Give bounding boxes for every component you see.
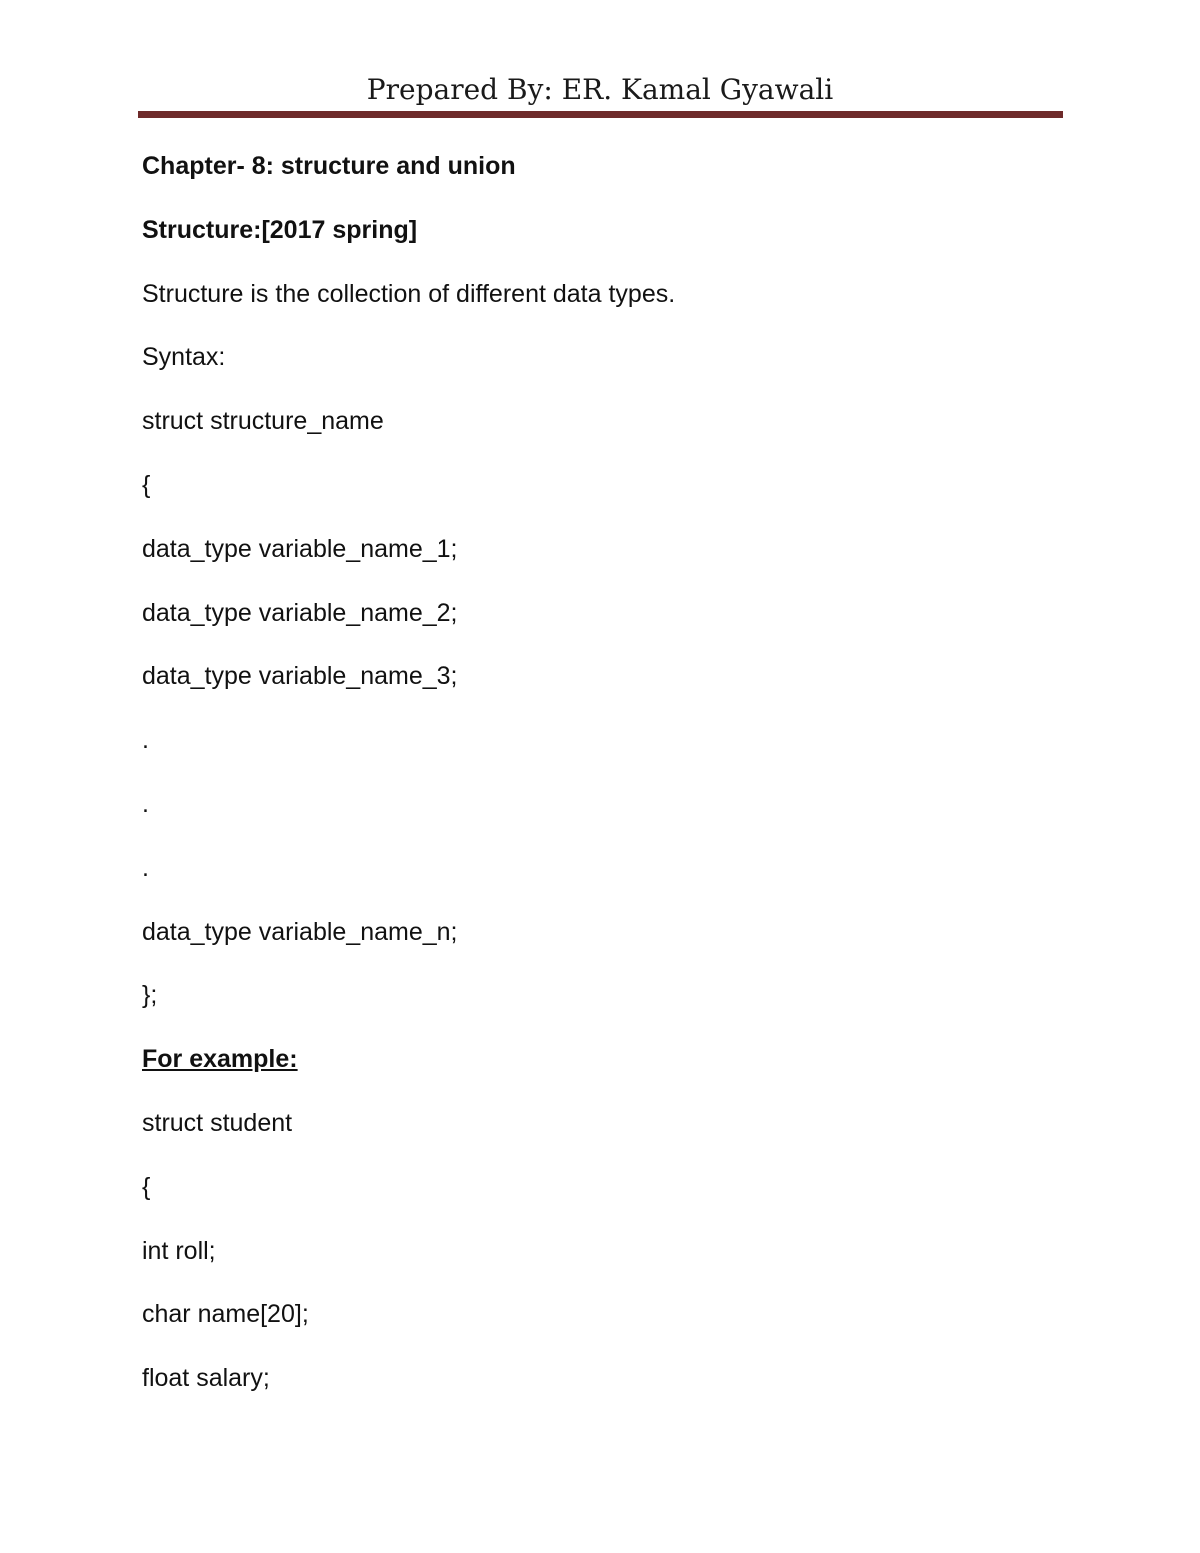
code-line: { [142, 1172, 151, 1201]
code-line: data_type variable_name_n; [142, 917, 458, 946]
chapter-heading: Chapter- 8: structure and union [142, 152, 516, 180]
document-body [142, 146, 1062, 1422]
page-header: Prepared By: ER. Kamal Gyawali [366, 73, 834, 106]
code-line: data_type variable_name_2; [142, 598, 458, 627]
code-line: struct student [142, 1108, 293, 1137]
code-line: . [142, 726, 149, 755]
syntax-label: Syntax: [142, 343, 226, 372]
code-line: { [142, 470, 151, 499]
section-heading: Structure:[2017 spring] [142, 215, 418, 244]
code-line: int roll; [142, 1236, 216, 1265]
code-line: float salary; [142, 1364, 270, 1393]
header-rule [138, 111, 1063, 118]
code-line: . [142, 789, 149, 818]
code-line: . [142, 853, 149, 882]
code-line: struct structure_name [142, 407, 384, 436]
example-heading: For example: [142, 1045, 298, 1074]
code-line: }; [142, 981, 158, 1010]
code-line: data_type variable_name_3; [142, 662, 458, 691]
definition-line: Structure is the collection of different data types. [142, 279, 676, 308]
code-line: char name[20]; [142, 1300, 309, 1329]
code-line: data_type variable_name_1; [142, 534, 458, 563]
